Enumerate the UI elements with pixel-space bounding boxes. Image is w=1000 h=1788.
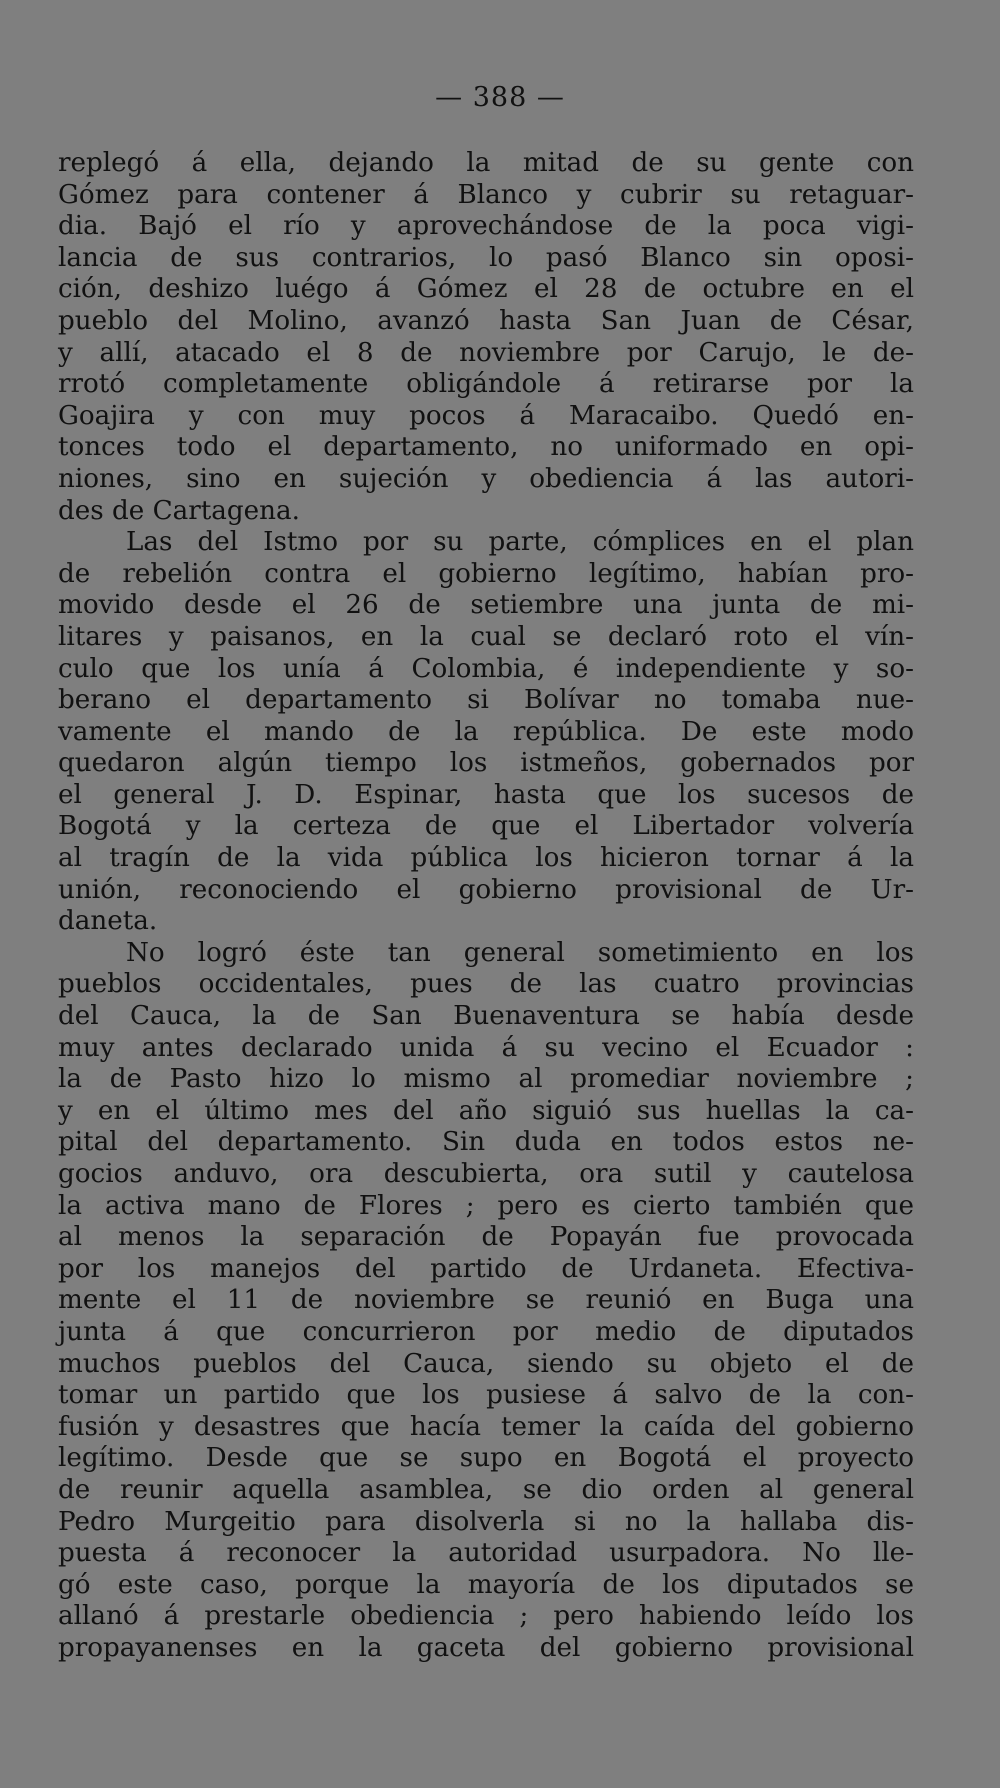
text-line: des de Cartagena. [58, 495, 300, 526]
text-line: daneta. [58, 906, 158, 937]
text-line: tonces todo el departamento, no uniformado en opi- [58, 432, 914, 463]
text-line: pital del departamento. Sin duda en todos estos ne- [58, 1127, 914, 1158]
text-line: la activa mano de Flores ; pero es cierto también que [58, 1190, 914, 1221]
text-line: por los manejos del partido de Urdaneta. Efectiva- [58, 1253, 914, 1284]
text-line: al tragín de la vida pública los hicieron tornar á la [58, 843, 914, 874]
text-line: litares y paisanos, en la cual se declaró roto el vín- [58, 621, 914, 652]
text-line: dia. Bajó el río y aprovechándose de la poca vigi- [58, 211, 914, 242]
text-line: vamente el mando de la república. De este modo [58, 716, 914, 747]
text-line: rrotó completamente obligándole á retirarse por la [58, 369, 914, 400]
text-line: junta á que concurrieron por medio de diputados [58, 1316, 914, 1347]
text-line: propayanenses en la gaceta del gobierno provisional [58, 1632, 914, 1663]
text-line: Goajira y con muy pocos á Maracaibo. Quedó en- [58, 400, 914, 431]
paragraph [58, 938, 914, 1665]
text-line: de reunir aquella asamblea, se dio orden al general [58, 1474, 914, 1505]
text-line: ción, deshizo luégo á Gómez el 28 de octubre en el [58, 274, 914, 305]
text-line: allanó á prestarle obediencia ; pero habiendo leído los [58, 1601, 914, 1632]
page-number: — 388 — [435, 82, 565, 113]
text-line: quedaron algún tiempo los istmeños, gobernados por [58, 748, 914, 779]
text-line: muchos pueblos del Cauca, siendo su objeto el de [58, 1348, 914, 1379]
body-text [58, 148, 914, 1665]
text-line: gó este caso, porque la mayoría de los diputados se [58, 1569, 914, 1600]
text-line: de rebelión contra el gobierno legítimo, habían pro- [58, 558, 914, 589]
text-line: berano el departamento si Bolívar no tomaba nue- [58, 685, 914, 716]
paragraph [58, 527, 914, 938]
text-line: el general J. D. Espinar, hasta que los sucesos de [58, 779, 914, 810]
text-line: Pedro Murgeitio para disolverla si no la hallaba dis- [58, 1506, 914, 1537]
text-line: muy antes declarado unida á su vecino el Ecuador : [58, 1032, 914, 1063]
text-line: pueblos occidentales, pues de las cuatro provincias [58, 969, 914, 1000]
text-line: mente el 11 de noviembre se reunió en Buga una [58, 1285, 914, 1316]
text-line: pueblo del Molino, avanzó hasta San Juan de César, [58, 305, 914, 336]
text-line: niones, sino en sujeción y obediencia á las autori- [58, 463, 914, 494]
text-line: fusión y desastres que hacía temer la caída del gobierno [58, 1411, 914, 1442]
text-line: lancia de sus contrarios, lo pasó Blanco sin oposi- [58, 242, 914, 273]
text-line: y en el último mes del año siguió sus huellas la ca- [58, 1095, 914, 1126]
text-line: replegó á ella, dejando la mitad de su gente con [58, 148, 914, 178]
text-line: legítimo. Desde que se supo en Bogotá el proyecto [58, 1443, 914, 1474]
text-line: y allí, atacado el 8 de noviembre por Carujo, le de- [58, 337, 914, 368]
text-line: unión, reconociendo el gobierno provisional de Ur- [58, 874, 914, 905]
text-line: puesta á reconocer la autoridad usurpadora. No lle- [58, 1538, 914, 1569]
text-line: No logró éste tan general sometimiento en los [126, 937, 914, 968]
text-line: al menos la separación de Popayán fue provocada [58, 1222, 914, 1253]
paragraph [58, 148, 914, 527]
text-line: del Cauca, la de San Buenaventura se había desde [58, 1001, 914, 1032]
text-line: Las del Istmo por su parte, cómplices en el plan [126, 527, 914, 558]
text-line: gocios anduvo, ora descubierta, ora sutil y cautelosa [58, 1159, 914, 1189]
text-line: movido desde el 26 de setiembre una junta de mi- [58, 590, 914, 621]
text-line: tomar un partido que los pusiese á salvo de la con- [58, 1380, 914, 1411]
text-line: la de Pasto hizo lo mismo al promediar noviembre ; [58, 1064, 914, 1095]
text-line: Gómez para contener á Blanco y cubrir su retaguar- [58, 179, 914, 210]
text-line: culo que los unía á Colombia, é independiente y so- [58, 653, 914, 684]
text-line: Bogotá y la certeza de que el Libertador volvería [58, 811, 914, 842]
